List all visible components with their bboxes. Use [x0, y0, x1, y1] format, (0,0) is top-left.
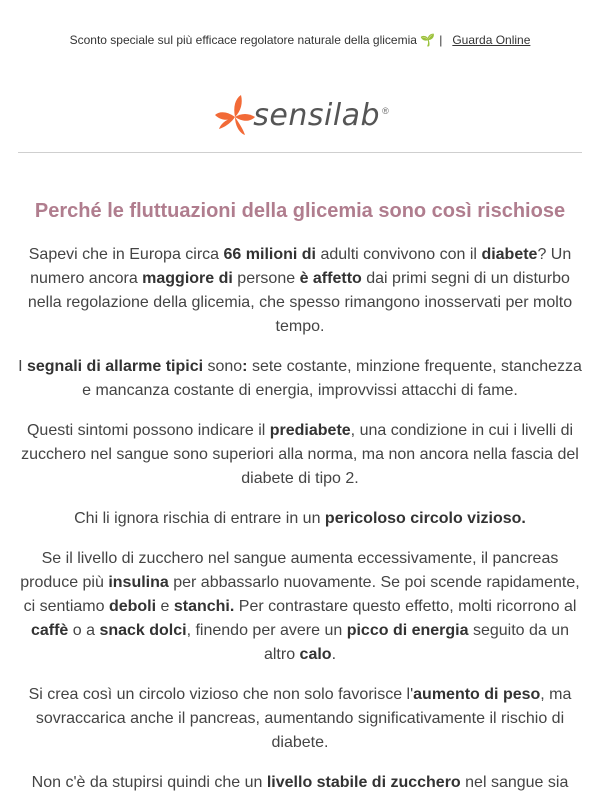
view-online-link[interactable]: Guarda Online: [452, 33, 531, 47]
text: Sapevi che in Europa circa: [28, 246, 224, 263]
paragraph-prediabetes: [18, 419, 582, 491]
text: , una condizione in cui i livelli di zucchero nel sangue sono superiori alla norma, ma non ancora nella fascia del diabete di tipo 2.: [21, 422, 579, 487]
preheader-separator: |: [439, 33, 443, 47]
bold-text: deboli: [108, 598, 157, 615]
text: Se il livello di zucchero nel sangue aumenta eccessivamente, il pancreas produce più: [20, 550, 559, 591]
text: ? Un numero ancora: [30, 246, 572, 287]
text: Chi li ignora rischia di entrare in un: [74, 510, 325, 527]
bold-text: diabete: [481, 246, 538, 263]
paragraph-warning-signs: [18, 355, 582, 403]
brand-wordmark: sensilab: [253, 97, 381, 133]
text: persone: [232, 270, 300, 287]
text: Non c'è da stupirsi quindi che un: [31, 774, 267, 791]
article-title: Perché le fluttuazioni della glicemia sono così rischiose: [34, 200, 566, 222]
text: adulti convivono con il: [316, 246, 482, 263]
paragraph-vicious-circle: [18, 507, 582, 531]
text: sete costante, minzione frequente, stanchezza e mancanza costante di energia, improvvissi attacchi di fame.: [82, 358, 582, 399]
text: sono: [203, 358, 243, 375]
bold-text: livello stabile di zucchero: [266, 774, 461, 791]
paragraph-insulin: [18, 547, 582, 667]
text: per abbassarlo nuovamente. Se poi scende rapidamente, ci sentiamo: [23, 574, 580, 615]
text: Questi sintomi possono indicare il: [26, 422, 270, 439]
text: , ma sovraccarica anche il pancreas, aumentando significativamente il rischio di diabete.: [35, 686, 572, 751]
bold-text: aumento di peso: [413, 686, 541, 703]
bold-text: prediabete: [269, 422, 351, 439]
text: nel sangue sia: [460, 774, 569, 791]
paragraph-weight-gain: [18, 683, 582, 755]
text: .: [331, 646, 337, 663]
bold-text: pericoloso circolo vizioso.: [324, 510, 526, 527]
bold-text: :: [242, 358, 248, 375]
bold-text: caffè: [30, 622, 69, 639]
sensilab-logo[interactable]: [0, 80, 600, 150]
bold-text: è affetto: [299, 270, 362, 287]
bold-text: picco di energia: [346, 622, 469, 639]
bold-text: calo: [299, 646, 332, 663]
leaf-flower-icon: [211, 91, 259, 139]
registered-mark: ®: [382, 106, 389, 116]
bold-text: snack dolci: [99, 622, 187, 639]
bold-text: stanchi.: [173, 598, 235, 615]
bold-text: insulina: [108, 574, 169, 591]
text: seguito da un altro: [263, 622, 570, 663]
text: Per contrastare questo effetto, molti ricorrono al: [234, 598, 577, 615]
bold-text: segnali di allarme tipici: [26, 358, 204, 375]
preheader-text: Sconto speciale sul più efficace regolatore naturale della glicemia 🌱: [69, 33, 436, 47]
paragraph-intro: [18, 243, 582, 339]
text: Si crea così un circolo vizioso che non solo favorisce l': [28, 686, 414, 703]
preheader-bar: [0, 0, 600, 80]
text: , finendo per avere un: [186, 622, 347, 639]
text: e: [156, 598, 174, 615]
bold-text: maggiore di: [142, 270, 233, 287]
bold-text: 66 milioni di: [223, 246, 316, 263]
paragraph-stable-sugar: [18, 771, 582, 795]
text: dai primi segni di un disturbo nella regolazione della glicemia, che spesso rimangono inosservati per molto tempo.: [27, 270, 573, 335]
text: I: [18, 358, 27, 375]
article-body: [0, 153, 600, 795]
text: o a: [68, 622, 100, 639]
